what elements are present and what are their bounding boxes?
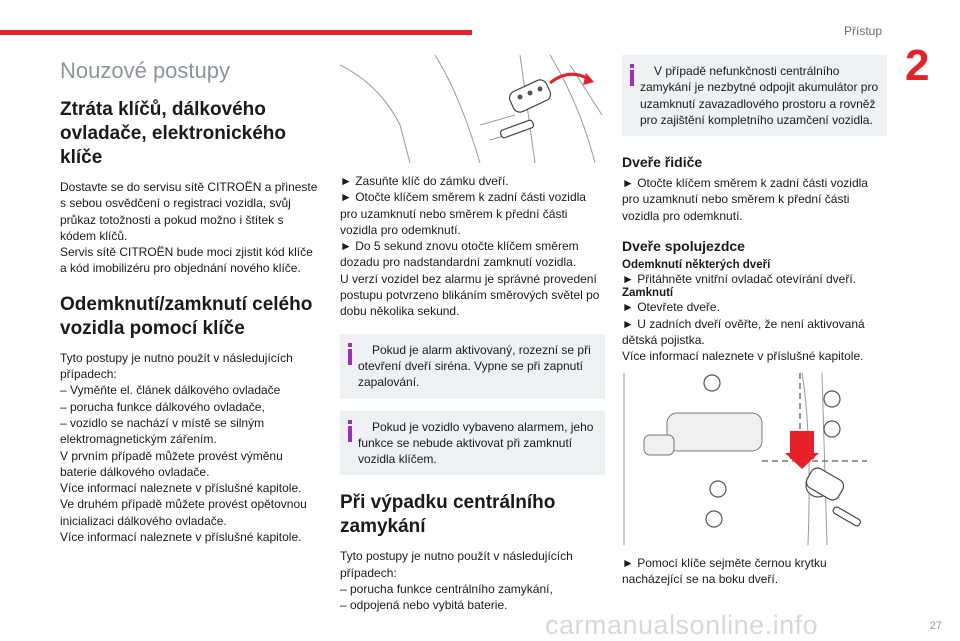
door-lock-cap-illustration xyxy=(622,373,867,545)
page-number: 27 xyxy=(929,620,942,632)
heading-unlock-with-key: Odemknutí/zamknutí celého vozidla pomocí klíče xyxy=(60,293,313,339)
paragraph-unlock-with-key: Tyto postupy je nutno použít v následujících případech: – Vyměňte el. článek dálkového ovladače – porucha funkce dálkového ovladače, – vozidlo se nachází v místě se silným elektromagnetickým zářením. V prvním případě můžete provést výměnu baterie dálkového ovladače. Více informací naleznete v příslušné kapitole. Ve druhém případě můžete provést opětovnou inicializaci dálkového ovladače. Více informací naleznete v příslušné kapitole. xyxy=(60,350,307,545)
chapter-number: 2 xyxy=(905,41,930,90)
paragraph-lost-keys: Dostavte se do servisu sítě CITROËN a přineste s sebou osvědčení o registraci vozidla, svůj průkaz totožnosti a pokud možno i štítek s kódem klíčů. Servis sítě CITROËN bude moci zjistit kód klíče a kód imobilizéru pro objednání nového klíče. xyxy=(60,180,318,276)
section-name: Přístup xyxy=(843,24,882,38)
paragraph-unlock-some-doors: ► Přitáhněte vnitřní ovladač otevírání dveří. xyxy=(622,272,856,287)
paragraph-remove-cap: ► Pomocí klíče sejměte černou krytku nacházející se na boku dveří. xyxy=(622,555,827,586)
note-alarm-key-text: Pokud je vozidlo vybaveno alarmem, jeho funkce se nebude aktivovat při zamknutí vozidla klíčem. xyxy=(358,419,594,467)
subheading-unlock-some-doors: Odemknutí některých dveří xyxy=(622,259,771,272)
note-battery-disconnect-text: V případě nefunkčnosti centrálního zamykání je nezbytné odpojit akumulátor pro uzamknutí zavazadlového prostoru a rovněž pro zajištění kompletního uzamčení vozidla. xyxy=(640,64,879,127)
info-icon xyxy=(348,420,352,442)
note-alarm-key xyxy=(340,411,605,476)
info-icon xyxy=(348,343,352,365)
key-in-lock-illustration xyxy=(340,55,605,163)
column-right xyxy=(622,55,887,587)
header-accent-bar xyxy=(0,30,472,35)
heading-passenger-door: Dveře spolujezdce xyxy=(622,238,745,255)
info-icon xyxy=(630,64,634,86)
paragraph-key-steps: ► Zasuňte klíč do zámku dveří. ► Otočte klíčem směrem k zadní části vozidla pro uzamknutí nebo směrem k přední části vozidla pro odemknutí. ► Do 5 sekund znovu otočte klíčem směrem dozadu pro nadstandardní zamknutí vozidla. U verzí vozidel bez alarmu je správné provedení postupu potvrzeno blikáním směrových světel po dobu několika sekund. xyxy=(340,174,600,319)
column-left xyxy=(60,55,322,545)
note-battery-disconnect xyxy=(622,55,887,136)
paragraph-lock: ► Otevřete dveře. ► U zadních dveří ověřte, že není aktivovaná dětská pojistka. Více informací naleznete v příslušné kapitole. xyxy=(622,300,865,364)
page-title: Nouzové postupy xyxy=(60,58,230,83)
heading-driver-door: Dveře řidiče xyxy=(622,154,703,171)
subheading-lock: Zamknutí xyxy=(622,287,674,300)
paragraph-central-locking-failure: Tyto postupy je nutno použít v následujících případech: – porucha funkce centrálního zamykání, – odpojená nebo vybitá baterie. xyxy=(340,549,573,613)
heading-lost-keys: Ztráta klíčů, dálkového ovladače, elektronického klíče xyxy=(60,99,286,168)
watermark-text: carmanualsonline.info xyxy=(545,610,819,640)
note-alarm-siren xyxy=(340,334,605,399)
column-middle xyxy=(340,55,605,614)
note-alarm-siren-text: Pokud je alarm aktivovaný, rozezní se při otevření dveří siréna. Vypne se při zapnutí zapalování. xyxy=(358,342,591,390)
paragraph-driver-door: ► Otočte klíčem směrem k zadní části vozidla pro uzamknutí nebo směrem k přední části vozidla pro odemknutí. xyxy=(622,176,868,223)
heading-central-locking-failure: Při výpadku centrálního zamykání xyxy=(340,492,556,538)
